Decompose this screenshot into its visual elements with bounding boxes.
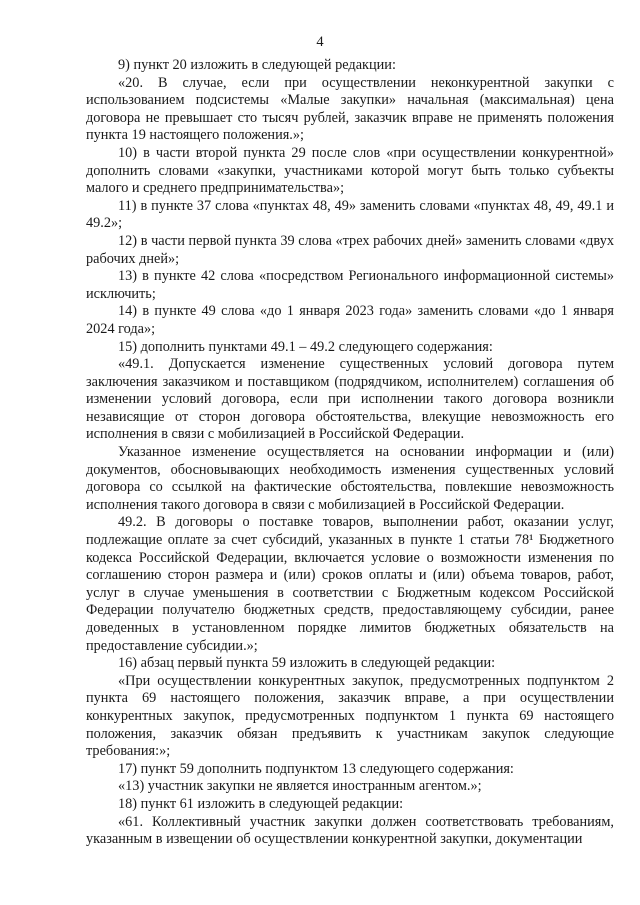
paragraph: 16) абзац первый пункта 59 изложить в следующей редакции: (118, 655, 496, 672)
paragraph: 17) пункт 59 дополнить подпунктом 13 следующего содержания: (118, 760, 514, 777)
paragraph: 15) дополнить пунктами 49.1 – 49.2 следующего содержания: (118, 338, 493, 355)
paragraph: 13) в пункте 42 слова «посредством Регионального информационной системы» исключить; (86, 268, 614, 302)
paragraph: 9) пункт 20 изложить в следующей редакции: (118, 57, 396, 73)
page-number: 4 (316, 34, 324, 50)
paragraph: 11) в пункте 37 слова «пунктах 48, 49» заменить словами «пунктах 48, 49, 49.1 и 49.2»; (86, 197, 614, 232)
paragraph: 10) в части второй пункта 29 после слов «при осуществлении конкурентной» дополнить словами «закупки, участниками которой могут быть только субъекты малого и среднего предпринимательства»; (86, 144, 614, 197)
document-body (86, 57, 614, 849)
paragraph: 14) в пункте 49 слова «до 1 января 2023 года» заменить словами «до 1 января 2024 года»; (86, 303, 614, 337)
paragraph: 18) пункт 61 изложить в следующей редакции: (118, 795, 404, 812)
paragraph: Указанное изменение осуществляется на основании информации и (или) документов, обосновывающих необходимость изменения существенных условий договора со ссылкой на фактические обстоятельства, повлекшие невозможность исполнения такого договора в связи с мобилизацией в Российской Федерации. (86, 444, 614, 513)
paragraph: «49.1. Допускается изменение существенных условий договора путем заключения заказчиком и поставщиком (подрядчиком, исполнителем) соглашения об изменении условий договора, если при исполнении такого договора возникли независящие от сторон договора обстоятельства, влекущие невозможность его исполнения в связи с мобилизацией в Российской Федерации. (86, 356, 614, 443)
paragraph: 12) в части первой пункта 39 слова «трех рабочих дней» заменить словами «двух рабочих дней»; (86, 232, 614, 267)
paragraph: «20. В случае, если при осуществлении неконкурентной закупки с использованием подсистемы «Малые закупки» начальная (максимальная) цена договора не превышает сто тысяч рублей, заказчик вправе не применять положения пункта 19 настоящего положения.»; (86, 74, 614, 144)
paragraph: «61. Коллективный участник закупки должен соответствовать требованиям, указанным в извещении об осуществлении конкурентной закупки, документации (86, 813, 614, 848)
paragraph: 49.2. В договоры о поставке товаров, выполнении работ, оказании услуг, подлежащие оплате за счет субсидий, указанных в пункте 1 статьи 78¹ Бюджетного кодекса Российской Федерации, включается условие о возможности изменения по соглашению сторон размера и (или) сроков оплаты и (или) объема товаров, работ, услуг в случае уменьшения в соответствии с Бюджетным кодексом Российской Федерации получателю бюджетных средств, предоставляющему субсидии, ранее доведенных в установленном порядке лимитов бюджетных обязательств на предоставление субсидии.»; (86, 514, 614, 654)
paragraph: «13) участник закупки не является иностранным агентом.»; (118, 778, 482, 795)
paragraph: «При осуществлении конкурентных закупок, предусмотренных подпунктом 2 пункта 69 настоящего положения, заказчик вправе, а при осуществлении конкурентных закупок, предусмотренных подпунктом 1 пункта 69 настоящего положения, заказчик обязан предъявить к участникам закупок следующие требования:»; (86, 672, 614, 760)
